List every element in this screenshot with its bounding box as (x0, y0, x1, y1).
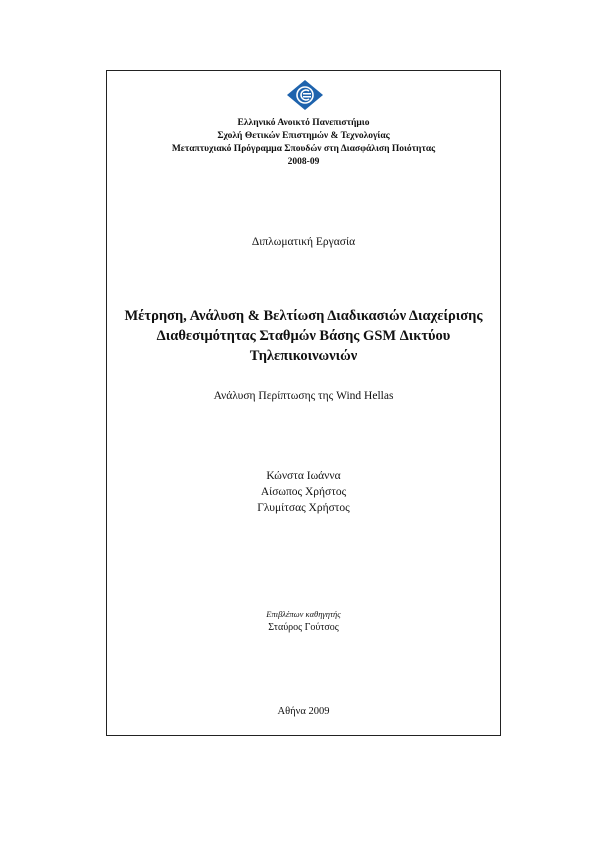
university-logo-icon (287, 80, 323, 110)
author-3: Γλυμίτσας Χρήστος (257, 502, 350, 514)
cover-page-frame (106, 70, 501, 736)
thesis-title-line-2: Διαθεσιμότητας Σταθμών Βάσης GSM Δικτύου (156, 328, 451, 344)
thesis-subtitle: Ανάλυση Περίπτωσης της Wind Hellas (213, 390, 394, 402)
supervisor-name: Σταύρος Γούτσος (268, 622, 339, 633)
author-1: Κώνστα Ιωάννα (266, 470, 341, 482)
university-name: Ελληνικό Ανοικτό Πανεπιστήμιο (237, 118, 370, 128)
supervisor-label: Επιβλέπων καθηγητής (266, 609, 341, 619)
place-and-date: Αθήνα 2009 (277, 706, 330, 717)
program-name: Μεταπτυχιακό Πρόγραμμα Σπουδών στη Διασφάλιση Ποιότητας (171, 144, 436, 154)
author-2: Αίσωπος Χρήστος (260, 486, 347, 498)
thesis-title-line-3: Τηλεπικοινωνιών (249, 348, 358, 364)
school-name: Σχολή Θετικών Επιστημών & Τεχνολογίας (217, 131, 390, 141)
academic-year: 2008-09 (287, 157, 320, 167)
document-type: Διπλωματική Εργασία (251, 236, 356, 248)
thesis-title-line-1: Μέτρηση, Ανάλυση & Βελτίωση Διαδικασιών Διαχείρισης (124, 308, 483, 324)
